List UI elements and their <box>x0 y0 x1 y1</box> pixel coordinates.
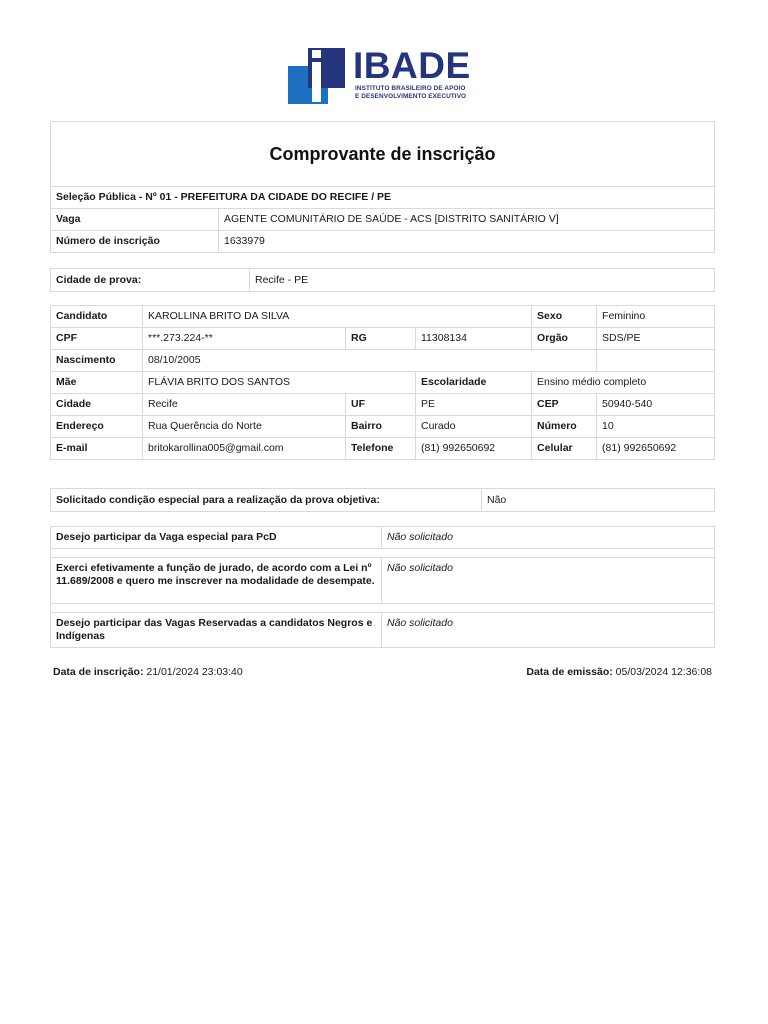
endereco-label: Endereço <box>51 416 143 438</box>
emission-date <box>526 666 712 678</box>
exam-city-value: Recife - PE <box>250 269 715 292</box>
candidato-value: KAROLLINA BRITO DA SILVA <box>143 306 532 328</box>
negros-value: Não solicitado <box>382 613 715 648</box>
cep-value: 50940-540 <box>597 394 715 416</box>
logo-subtitle-line1: INSTITUTO BRASILEIRO DE APOIO <box>355 85 466 92</box>
header-table <box>50 121 715 253</box>
spacer-row <box>51 604 715 613</box>
negros-label: Desejo participar das Vagas Reservadas a candidatos Negros e Indígenas <box>51 613 382 648</box>
candidate-table <box>50 305 715 460</box>
nascimento-value: 08/10/2005 <box>143 350 597 372</box>
page-title: Comprovante de inscrição <box>51 122 715 187</box>
celular-value: (81) 992650692 <box>597 438 715 460</box>
uf-value: PE <box>416 394 532 416</box>
exam-city-table <box>50 268 715 292</box>
endereco-value: Rua Querência do Norte <box>143 416 346 438</box>
special-condition-value: Não <box>482 489 715 512</box>
escolaridade-label: Escolaridade <box>416 372 532 394</box>
bairro-label: Bairro <box>346 416 416 438</box>
special-condition-label: Solicitado condição especial para a realização da prova objetiva: <box>51 489 482 512</box>
rg-label: RG <box>346 328 416 350</box>
numero-value: 10 <box>597 416 715 438</box>
email-value: britokarollina005@gmail.com <box>143 438 346 460</box>
ibade-logo <box>287 46 481 104</box>
pcd-label: Desejo participar da Vaga especial para PcD <box>51 527 382 549</box>
numero-label: Número <box>532 416 597 438</box>
cidade-value: Recife <box>143 394 346 416</box>
rg-value: 11308134 <box>416 328 532 350</box>
bairro-value: Curado <box>416 416 532 438</box>
emission-date-label: Data de emissão: <box>526 666 613 678</box>
mae-value: FLÁVIA BRITO DOS SANTOS <box>143 372 416 394</box>
cpf-value: ***.273.224-** <box>143 328 346 350</box>
selection-title: Seleção Pública - Nº 01 - PREFEITURA DA CIDADE DO RECIFE / PE <box>51 187 715 209</box>
telefone-label: Telefone <box>346 438 416 460</box>
spacer-row <box>51 549 715 558</box>
cpf-label: CPF <box>51 328 143 350</box>
sexo-value: Feminino <box>597 306 715 328</box>
logo-wordmark: IBADE <box>353 45 471 86</box>
cep-label: CEP <box>532 394 597 416</box>
logo-subtitle <box>355 85 466 100</box>
celular-label: Celular <box>532 438 597 460</box>
inscription-date-value: 21/01/2024 23:03:40 <box>146 666 243 678</box>
vaga-value: AGENTE COMUNITÁRIO DE SAÚDE - ACS [DISTRITO SANITÁRIO V] <box>219 209 715 231</box>
pcd-value: Não solicitado <box>382 527 715 549</box>
emission-date-value: 05/03/2024 12:36:08 <box>615 666 712 678</box>
sexo-label: Sexo <box>532 306 597 328</box>
special-condition-table <box>50 488 715 512</box>
telefone-value: (81) 992650692 <box>416 438 532 460</box>
ibade-logo-mark-icon <box>288 48 346 104</box>
escolaridade-value: Ensino médio completo <box>532 372 715 394</box>
nascimento-label: Nascimento <box>51 350 143 372</box>
inscricao-value: 1633979 <box>219 231 715 253</box>
exam-city-label: Cidade de prova: <box>51 269 250 292</box>
options-table <box>50 526 715 648</box>
orgao-value: SDS/PE <box>597 328 715 350</box>
cidade-label: Cidade <box>51 394 143 416</box>
mae-label: Mãe <box>51 372 143 394</box>
orgao-label: Orgão <box>532 328 597 350</box>
inscription-date-label: Data de inscrição: <box>53 666 144 678</box>
jurado-label: Exerci efetivamente a função de jurado, de acordo com a Lei nº 11.689/2008 e quero me inscrever na modalidade de desempate. <box>51 558 382 604</box>
email-label: E-mail <box>51 438 143 460</box>
candidato-label: Candidato <box>51 306 143 328</box>
empty-cell <box>597 350 715 372</box>
inscription-date <box>53 666 243 678</box>
logo-subtitle-line2: E DESENVOLVIMENTO EXECUTIVO <box>355 92 467 100</box>
uf-label: UF <box>346 394 416 416</box>
inscricao-label: Número de inscrição <box>51 231 219 253</box>
vaga-label: Vaga <box>51 209 219 231</box>
jurado-value: Não solicitado <box>382 558 715 604</box>
